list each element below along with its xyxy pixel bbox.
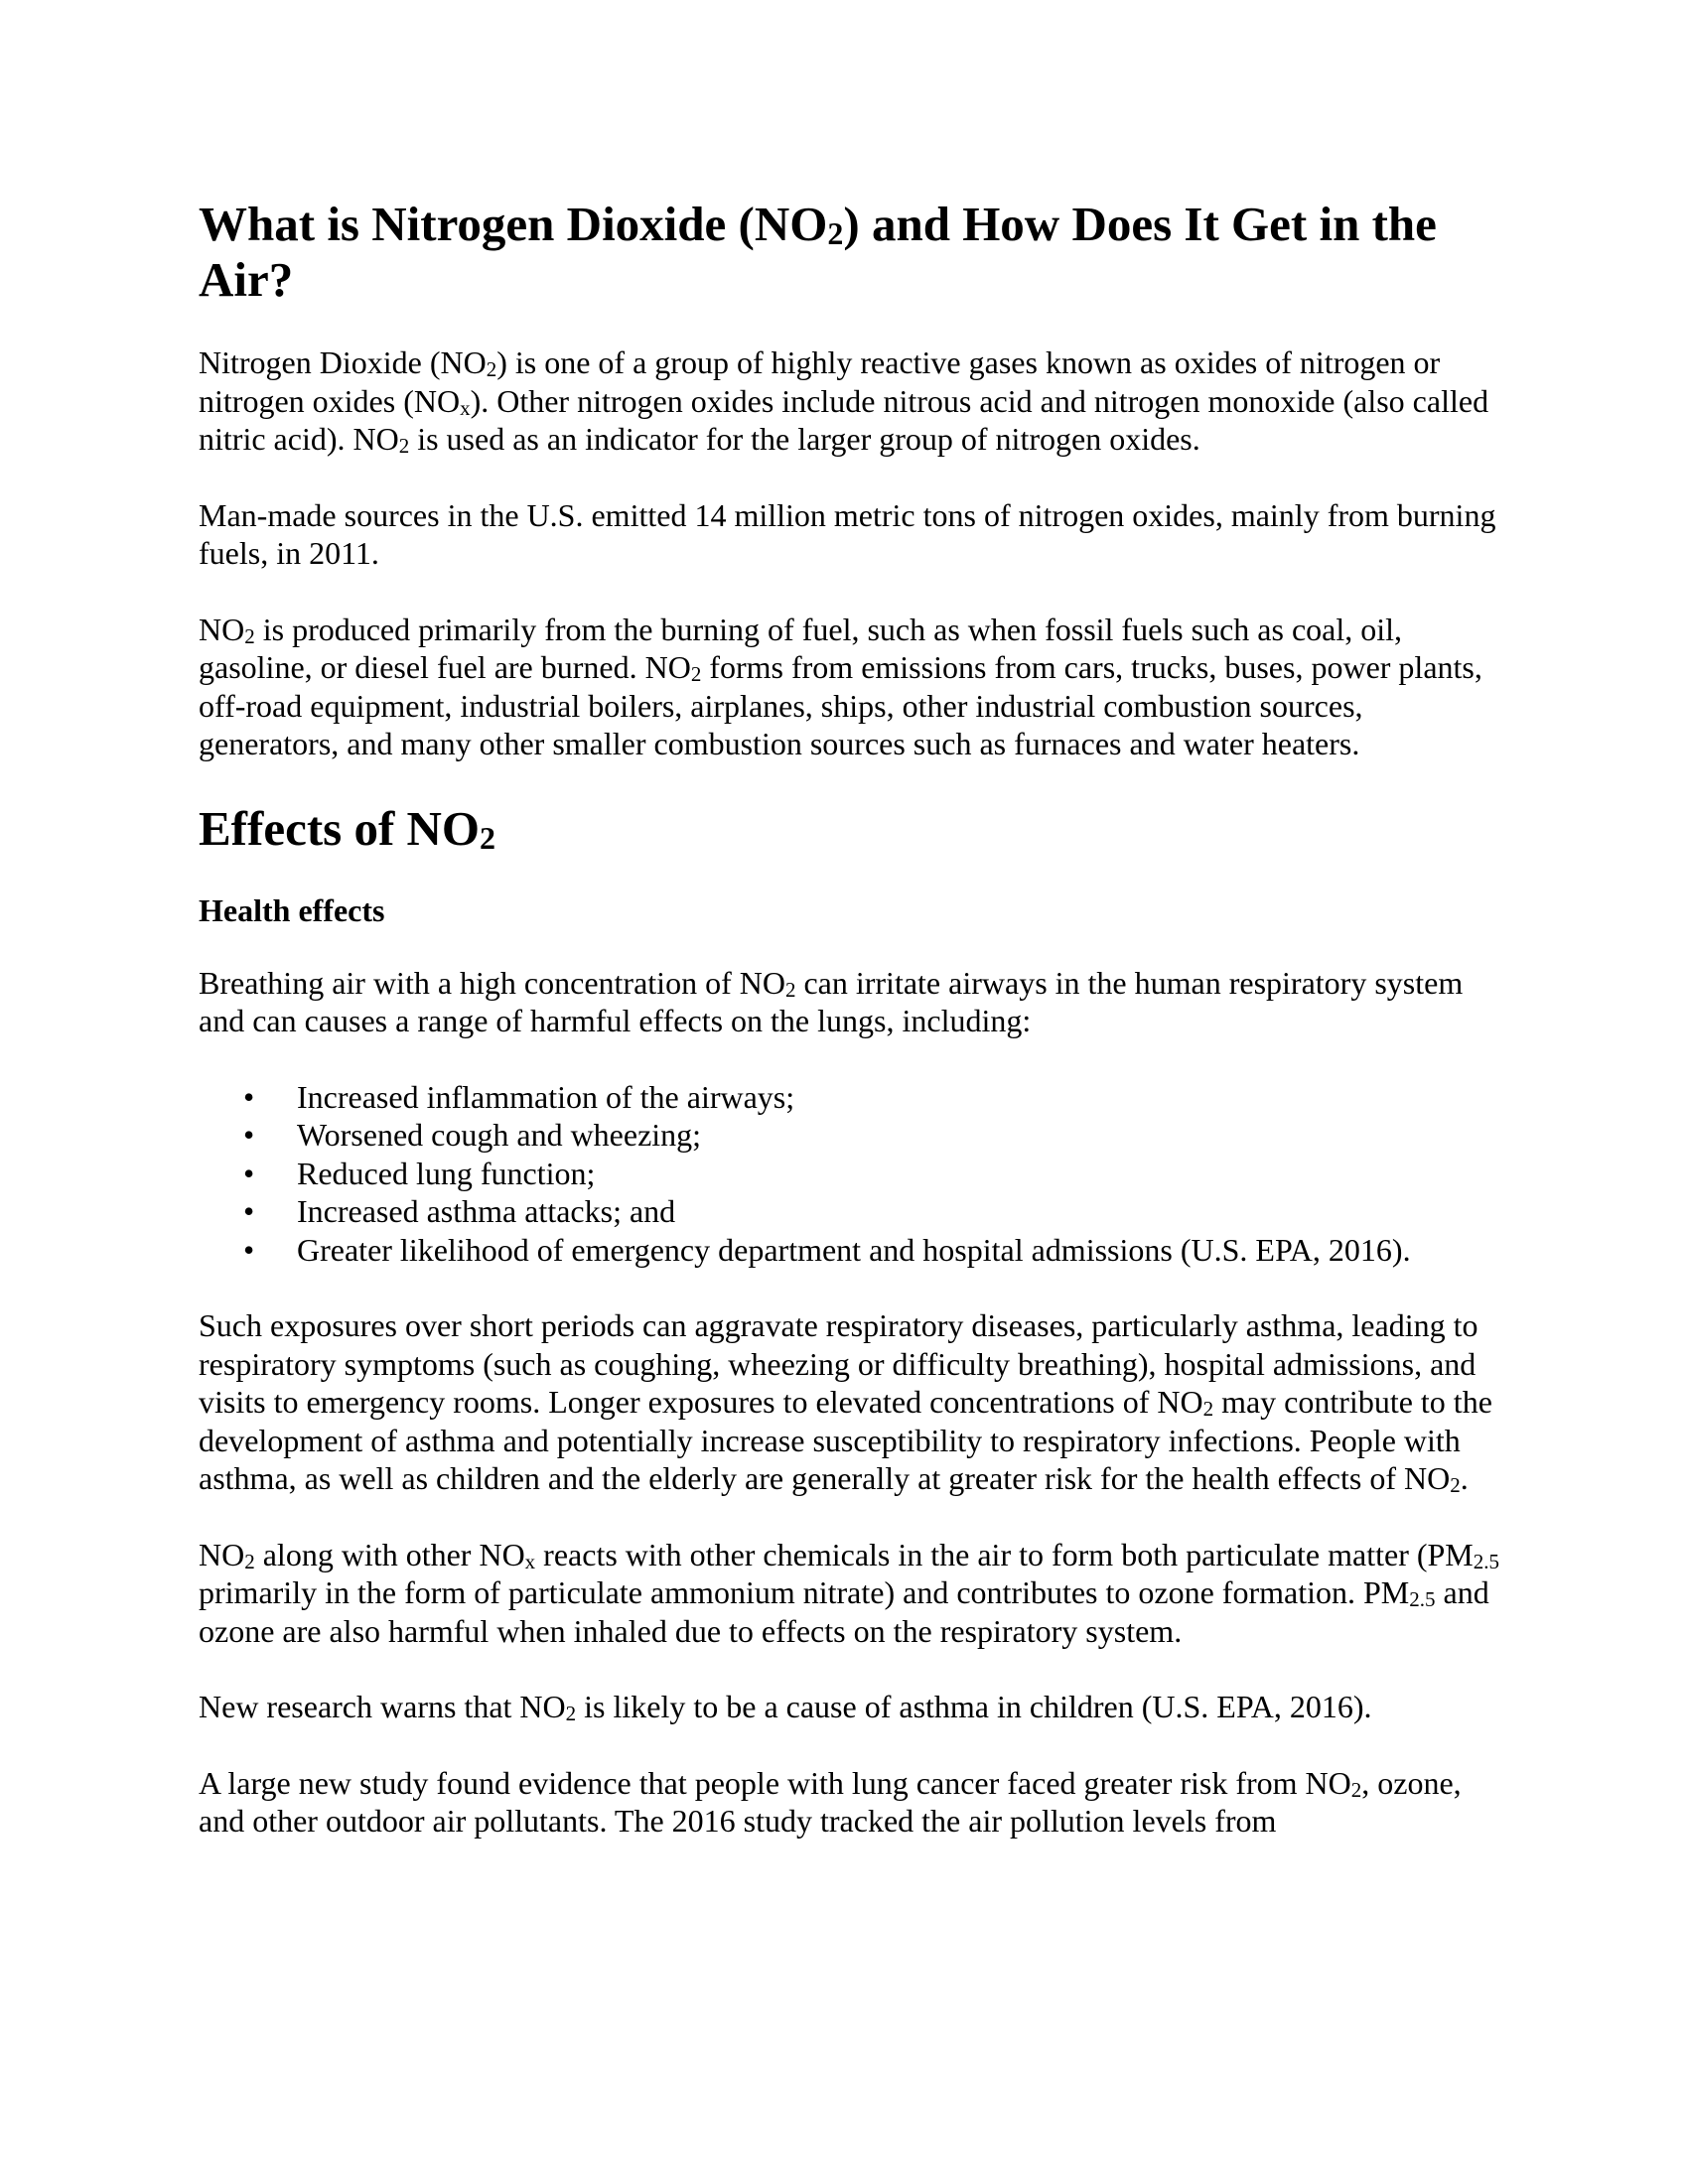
list-item: [199, 1231, 1499, 1270]
text-run: can irritate airways in the human respiratory system and can causes a range of harmful effects on the lungs, including:: [199, 964, 1464, 1038]
text-run: is likely to be a cause of asthma in children (U.S. EPA, 2016).: [576, 1689, 1372, 1724]
text-run: is produced primarily from the burning of fuel, such as when fossil fuels such as coal, oil, gasoline, or diesel fuel are burned. NO: [199, 611, 1403, 685]
subscript: 2.5: [1409, 1587, 1436, 1611]
text-run: .: [1460, 1460, 1469, 1496]
text-run: primarily in the form of particulate ammonium nitrate) and contributes to ozone formation. PM: [199, 1574, 1410, 1610]
subscript: 2: [784, 977, 796, 1002]
list-item: [199, 1155, 1499, 1193]
health-effects-heading: Health effects: [199, 891, 385, 928]
subscript: 2: [565, 1702, 577, 1725]
text-run: , ozone, and other outdoor air pollutants. The 2016 study tracked the air pollution levels from: [199, 1764, 1462, 1839]
title-text: What is Nitrogen Dioxide (NO: [199, 197, 828, 251]
text-run: New research warns that NO: [199, 1689, 566, 1724]
text-run: Such exposures over short periods can aggravate respiratory diseases, particularly asthma, leading to respiratory symptoms (such as coughing, wheezing or difficulty breathing), hospital admissions, and visits to emergency rooms. Longer exposures to elevated concentrations of NO: [199, 1307, 1478, 1420]
bullet-icon: •: [243, 1078, 255, 1115]
text-run: is used as an indicator for the larger group of nitrogen oxides.: [409, 421, 1200, 457]
bullet-icon: •: [243, 1117, 255, 1153]
subscript: x: [460, 395, 471, 420]
health-paragraph-2: [199, 1306, 1499, 1498]
text-run: ) is one of a group of highly reactive gases known as oxides of nitrogen or nitrogen oxides (NO: [199, 344, 1441, 419]
title-subscript: 2: [827, 215, 844, 251]
health-paragraph-3: [199, 1536, 1499, 1651]
text-run: Breathing air with a high concentration of NO: [199, 964, 785, 1001]
health-paragraph-4: [199, 1688, 1499, 1726]
text-run: may contribute to the development of asthma and potentially increase susceptibility to respiratory infections. People with asthma, as well as children and the elderly are generally at greater risk for the health effects of NO: [199, 1384, 1492, 1496]
text-run: and ozone are also harmful when inhaled due to effects on the respiratory system.: [199, 1574, 1489, 1649]
text-run: NO: [199, 1536, 245, 1572]
bullet-icon: •: [243, 1231, 255, 1268]
text-run: ). Other nitrogen oxides include nitrous acid and nitrogen monoxide (also called nitric acid). NO: [199, 382, 1489, 457]
effects-heading: [199, 801, 1499, 857]
bullet-icon: •: [243, 1155, 255, 1191]
list-item: [199, 1192, 1499, 1231]
list-item-text: Greater likelihood of emergency department and hospital admissions (U.S. EPA, 2016).: [297, 1231, 1411, 1268]
intro-paragraph-1: [199, 343, 1499, 459]
subscript: 2: [1350, 1777, 1362, 1802]
list-item-text: Increased asthma attacks; and: [297, 1193, 676, 1229]
bullet-icon: •: [243, 1193, 255, 1229]
text-run: NO: [199, 611, 245, 647]
subscript: 2: [486, 357, 497, 381]
health-paragraph-5: [199, 1764, 1499, 1841]
text-run: forms from emissions from cars, trucks, buses, power plants, off-road equipment, industrial boilers, airplanes, ships, other industrial combustion sources, generators, and many other smaller combustion sources such as furnaces and water heaters.: [199, 649, 1482, 761]
text-run: reacts with other chemicals in the air to form both particulate matter (PM: [535, 1536, 1474, 1572]
heading-text: Effects of NO: [199, 800, 481, 856]
list-item-text: Reduced lung function;: [297, 1155, 596, 1191]
document-body: [199, 197, 1499, 1878]
subscript: 2: [1202, 1397, 1214, 1421]
list-item-text: Increased inflammation of the airways;: [297, 1078, 795, 1115]
intro-paragraph-2: Man-made sources in the U.S. emitted 14 million metric tons of nitrogen oxides, mainly from burning fuels, in 2011.: [199, 496, 1496, 571]
subscript: 2.5: [1473, 1549, 1499, 1573]
subscript: 2: [244, 1549, 255, 1573]
health-paragraph-1: [199, 964, 1499, 1040]
health-effects-list: [199, 1078, 1499, 1270]
text-run: A large new study found evidence that people with lung cancer faced greater risk from NO: [199, 1764, 1351, 1801]
title-text-end: ) and How Does It Get in the Air?: [199, 197, 1437, 307]
subscript: x: [524, 1549, 536, 1573]
text-run: along with other NO: [254, 1536, 525, 1572]
text-run: Nitrogen Dioxide (NO: [199, 344, 487, 380]
heading-subscript: 2: [480, 819, 496, 856]
subscript: 2: [244, 623, 255, 648]
list-item-text: Worsened cough and wheezing;: [297, 1117, 702, 1153]
page-title: [199, 197, 1499, 308]
list-item: [199, 1078, 1499, 1117]
list-item: [199, 1116, 1499, 1155]
intro-paragraph-3: [199, 611, 1499, 763]
subscript: 2: [398, 434, 410, 458]
subscript: 2: [1450, 1473, 1461, 1497]
subscript: 2: [690, 662, 702, 686]
